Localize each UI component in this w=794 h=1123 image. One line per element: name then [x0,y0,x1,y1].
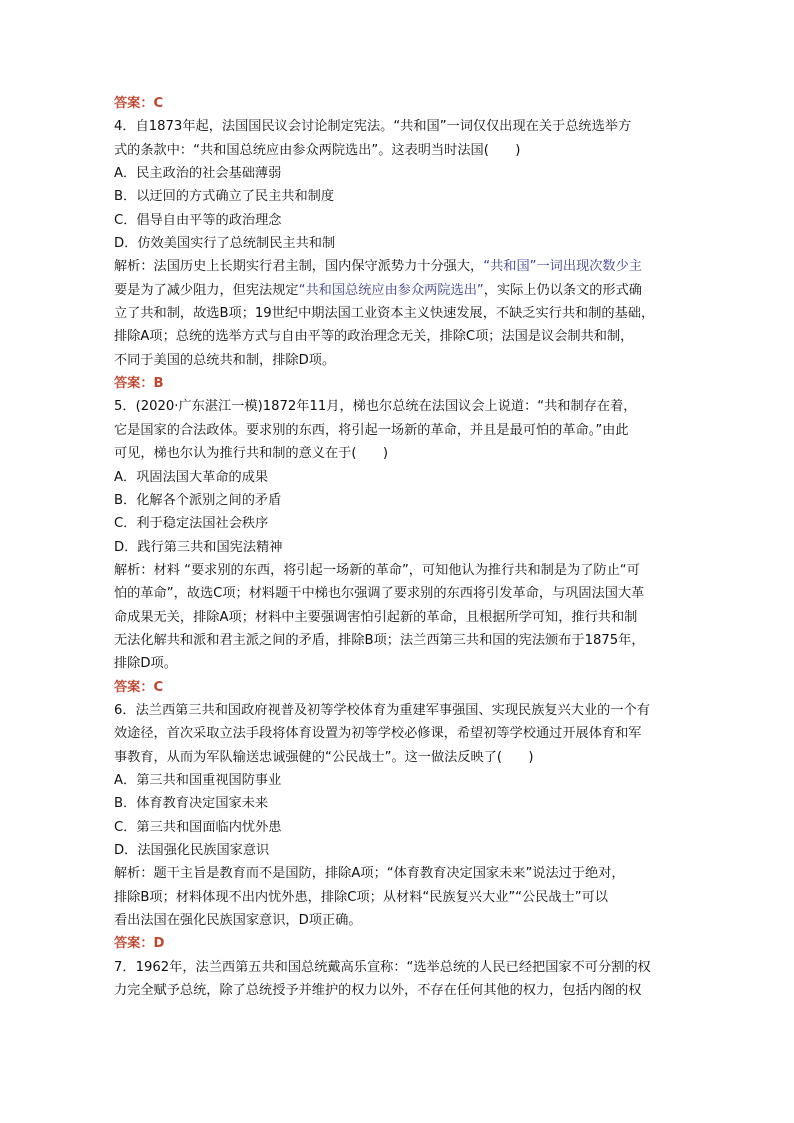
q5-analysis-line: 命成果无关，排除A项；材料中主要强调害怕引起新的革命，且根据所学可知，推行共和制 [114,609,638,625]
q6-stem-line: 事教育，从而为军队输送忠诚强健的“公民战士”。这一做法反映了( ) [114,749,534,765]
answer-line: 答案：C [114,679,164,695]
q4-analysis-line: 不同于美国的总统共和制，排除D项。 [114,352,336,368]
q5-stem-line: 5．(2020·广东湛江一模)1872年11月，梯也尔总统在法国议会上说道：“共和制存在着， [114,399,637,415]
q4-option-b: B．以迂回的方式确立了民主共和制度 [114,189,335,205]
q5-option-a: A．巩固法国大革命的成果 [114,469,269,485]
answer-line: 答案：C [114,96,164,111]
q6-stem-line: 6．法兰西第三共和国政府视普及初等学校体育为重建军事强国、实现民族复兴大业的一个有 [114,702,650,718]
q5-stem-line: 它是国家的合法政体。要求别的东西，将引起一场新的革命，并且是最可怕的革命。”由此 [114,422,629,438]
q6-analysis-line: 排除B项；材料体现不出内忧外患，排除C项；从材料“民族复兴大业”“公民战士”可以 [114,889,608,905]
q6-analysis-line: 看出法国在强化民族国家意识，D项正确。 [114,913,362,929]
answer-line: 答案：D [114,936,165,952]
q7-stem-line: 力完全赋予总统，除了总统授予并维护的权力以外，不存在任何其他的权力，包括内阁的权 [114,983,642,999]
q6-stem-line: 效途径，首次采取立法手段将体育设置为初等学校必修课，希望初等学校通过开展体育和军 [114,726,642,742]
answer-line: 答案：B [114,376,164,392]
q5-option-b: B．化解各个派别之间的矛盾 [114,492,282,508]
q5-analysis-line: 解析：材料 “要求别的东西，将引起一场新的革命”，可知他认为推行共和制是为了防止“可 [114,562,640,578]
q4-analysis-line: 立了共和制，故选B项；19世纪中期法国工业资本主义快速发展，不缺乏实行共和制的基础， [114,306,655,322]
document-page [114,92,680,1002]
q5-analysis-line: 无法化解共和派和君主派之间的矛盾，排除B项；法兰西第三共和国的宪法颁布于1875年， [114,632,645,648]
q5-stem-line: 可见，梯也尔认为推行共和制的意义在于( ) [114,446,389,462]
analysis-text: 解析：法国历史上长期实行君主制，国内保守派势力十分强大， [114,259,484,275]
q5-analysis-line: 排除D项。 [114,656,177,672]
q6-analysis-line: 解析：题干主旨是教育而不是国防，排除A项；“体育教育决定国家未来”说法过于绝对， [114,866,625,882]
q6-option-b: B．体育教育决定国家未来 [114,796,269,812]
q4-option-c: C．倡导自由平等的政治理念 [114,212,282,228]
q4-stem-line: 4．自1873年起，法国国民议会讨论制定宪法。“共和国”一词仅仅出现在关于总统选举方 [114,119,632,135]
q6-option-d: D．法国强化民族国家意识 [114,843,270,858]
q5-option-d: D．践行第三共和国宪法精神 [114,539,283,555]
q5-analysis-line: 怕的革命”，故选C项；材料题干中梯也尔强调了要求别的东西将引发革命，与巩固法国大革 [114,586,645,602]
analysis-text: 要是为了减少阻力，但宪法规定 [114,282,299,298]
analysis-highlight: “共和国”一词出现次数少主 [483,259,642,275]
q4-option-a: A．民主政治的社会基础薄弱 [114,166,282,182]
q4-option-d: D．仿效美国实行了总统制民主共和制 [114,236,336,252]
q6-option-a: A．第三共和国重视国防事业 [114,772,282,788]
q4-analysis-line: 排除A项；总统的选举方式与自由平等的政治理念无关，排除C项；法国是议会制共和制， [114,329,634,345]
q4-analysis-line [114,255,680,278]
q7-stem-line: 7．1962年，法兰西第五共和国总统戴高乐宣称：“选举总统的人民已经把国家不可分割的权 [114,959,651,975]
analysis-text: ，实际上仍以条文的形式确 [483,282,642,298]
analysis-highlight: “共和国总统应由参众两院选出” [298,282,484,298]
q5-option-c: C．利于稳定法国社会秩序 [114,516,269,532]
q4-stem-line: 式的条款中：“共和国总统应由参众两院选出”。这表明当时法国( ) [114,142,521,158]
q6-option-c: C．第三共和国面临内忧外患 [114,819,282,835]
q4-analysis-line [114,279,680,302]
